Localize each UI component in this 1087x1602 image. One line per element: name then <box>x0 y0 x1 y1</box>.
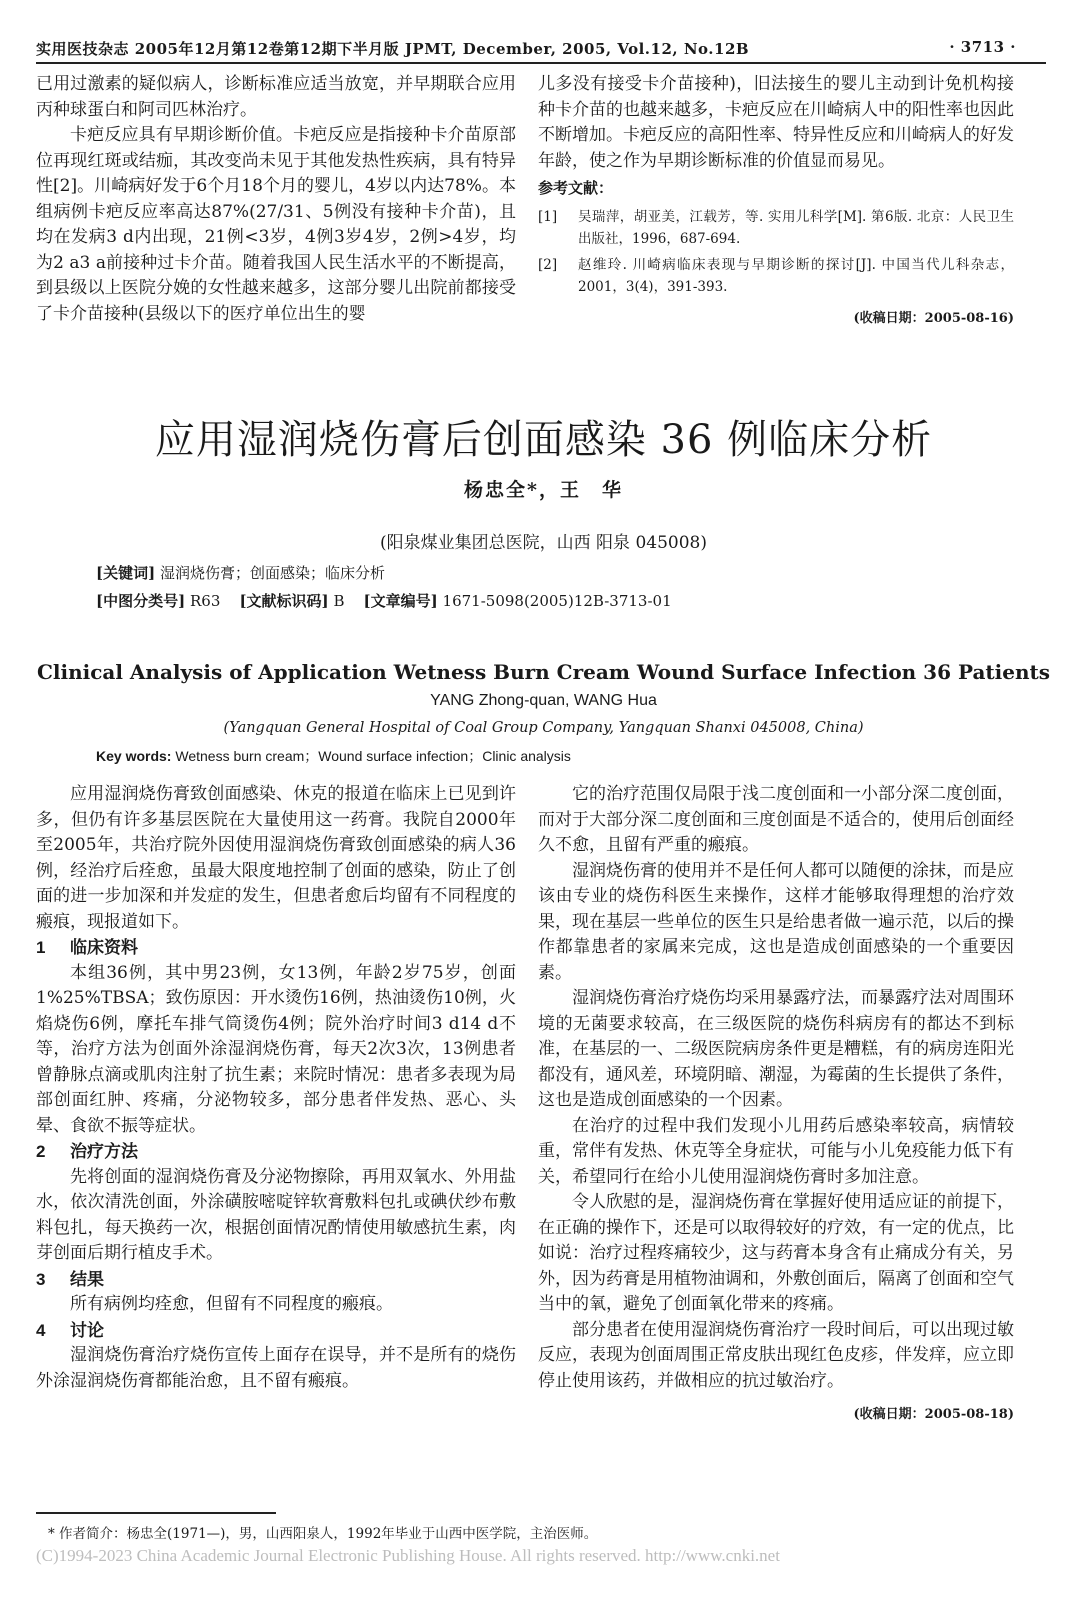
section-paragraph: 本组36例，其中男23例，女13例，年龄2岁75岁，创面1%25%TBSA；致伤原因：开水烫伤16例，热油烫伤10例，火焰烧伤6例，摩托车排气筒烫伤4例；院外治疗时间3 d14 d不等，治疗方法为创面外涂湿润烧伤膏，每天2次3次，13例患者曾静脉点滴或肌肉注射了抗生素；来院时情况：患者多表现为局部创面红肿、疼痛，分泌物较多，部分患者伴发热、恶心、头晕、食欲不振等症状。 <box>36 962 516 1136</box>
section-paragraph: 先将创面的湿润烧伤膏及分泌物擦除，再用双氧水、外用盐水，依次清洗创面，外涂磺胺嘧啶锌软膏敷料包扎或碘伏纱布敷料包扎，每天换药一次，根据创面情况酌情使用敏感抗生素，肉芽创面后期行植皮手术。 <box>36 1166 516 1263</box>
author-footnote: * 作者简介：杨忠全(1971—)，男，山西阳泉人，1992年毕业于山西中医学院，主治医师。 <box>48 1526 598 1542</box>
section-heading: 2 治疗方法 <box>36 1142 138 1161</box>
article-left-column <box>36 782 516 1394</box>
prev-article-left-column <box>36 72 516 327</box>
keywords-label: [关键词] <box>96 564 156 582</box>
section-heading: 3 结果 <box>36 1269 104 1289</box>
prev-paragraph: 儿多没有接受卡介苗接种)，旧法接生的婴儿主动到计免机构接种卡介苗的也越来越多，卡疤反应在川崎病人中的阳性率也因此不断增加。卡疤反应的高阳性率、特异性反应和川崎病人的好发年龄，使之作为早期诊断标准的价值显而易见。 <box>538 74 1014 171</box>
discussion-paragraph: 令人欣慰的是，湿润烧伤膏在掌握好使用适应证的前提下，在正确的操作下，还是可以取得较好的疗效，有一定的优点，比如说：治疗过程疼痛较少，这与药膏本身含有止痛成分有关，另外，因为药膏是用植物油调和，外敷创面后，隔离了创面和空气当中的氧，避免了创面氧化带来的疼痛。 <box>538 1192 1014 1314</box>
discussion-paragraph: 湿润烧伤膏的使用并不是任何人都可以随便的涂抹，而是应该由专业的烧伤科医生来操作，这样才能够取得理想的治疗效果，现在基层一些单位的医生只是给患者做一遍示范，以后的操作都靠患者的家属来完成，这也是造成创面感染的一个重要因素。 <box>538 860 1014 983</box>
running-header <box>36 38 1046 64</box>
discussion-paragraph: 湿润烧伤膏治疗烧伤均采用暴露疗法，而暴露疗法对周围环境的无菌要求较高，在三级医院的烧伤科病房有的都达不到标准，在基层的一、二级医院病房条件更是糟糕，有的病房连阳光都没有，通风差，环境阴暗、潮湿，为霉菌的生长提供了条件，这也是造成创面感染的一个因素。 <box>538 988 1014 1110</box>
reference-text: 吴瑞萍，胡亚美，江载芳，等. 实用儿科学[M]. 第6版. 北京：人民卫生出版社，1996，687-694. <box>578 208 1014 247</box>
doc-code-value: B <box>333 592 345 610</box>
footnote-rule <box>36 1512 276 1514</box>
reference-number: [1] <box>538 208 558 225</box>
discussion-paragraph: 它的治疗范围仅局限于浅二度创面和一小部分深二度创面，而对于大部分深二度创面和三度创面是不适合的，使用后创面经久不愈，且留有严重的瘢痕。 <box>538 784 1014 855</box>
english-affiliation: (Yangquan General Hospital of Coal Group Company, Yangquan Shanxi 045008, China) <box>223 720 864 736</box>
page-number: · 3713 · <box>949 38 1016 56</box>
reference-item <box>538 254 1014 298</box>
prev-paragraph: 已用过激素的疑似病人，诊断标准应适当放宽，并早期联合应用丙种球蛋白和阿司匹林治疗。 <box>36 74 516 120</box>
classification-line <box>96 590 672 611</box>
discussion-paragraph: 部分患者在使用湿润烧伤膏治疗一段时间后，可以出现过敏反应，表现为创面周围正常皮肤出现红色皮疹，伴发痒，应立即停止使用该药，并做相应的抗过敏治疗。 <box>538 1319 1014 1391</box>
classification-label: [中图分类号] <box>96 592 186 610</box>
prev-article-right-column <box>538 72 1014 331</box>
reference-item <box>538 206 1014 250</box>
discussion-paragraph: 在治疗的过程中我们发现小儿用药后感染率较高，病情较重，常伴有发热、休克等全身症状，可能与小儿免疫能力低下有关，希望同行在给小儿使用湿润烧伤膏时多加注意。 <box>538 1115 1014 1187</box>
english-keywords <box>96 746 571 766</box>
classification-value: R63 <box>189 592 221 610</box>
english-keywords-label: Key words: <box>96 748 172 764</box>
prev-paragraph: 卡疤反应具有早期诊断价值。卡疤反应是指接种卡介苗原部位再现红斑或结痂，其改变尚未见于其他发热性疾病，具有特异性[2]。川崎病好发于6个月18个月的婴儿，4岁以内达78%。本组病例卡疤反应率高达87%(27/31、5例没有接种卡介苗)，且均在发病3 d内出现，21例<3岁，4例3岁4岁，2例>4岁，均为2 a3 a前接种过卡介苗。随着我国人民生活水平的不断提高，到县级以上医院分娩的女性越来越多，这部分婴儿出院前都接受了卡介苗接种(县级以下的医疗单位出生的婴 <box>36 125 516 324</box>
article-title: 应用湿润烧伤膏后创面感染 36 例临床分析 <box>154 417 933 463</box>
journal-citation: 实用医技杂志 2005年12月第12卷第12期下半月版 JPMT, December, 2005, Vol.12, No.12B <box>36 40 750 58</box>
section-paragraph: 所有病例均痊愈，但留有不同程度的瘢痕。 <box>70 1294 393 1314</box>
article-id-value: 1671-5098(2005)12B-3713-01 <box>442 592 672 610</box>
english-authors: YANG Zhong-quan, WANG Hua <box>430 692 657 709</box>
references-heading: 参考文献： <box>538 179 614 197</box>
section-paragraph: 湿润烧伤膏治疗烧伤宣传上面存在误导，并不是所有的烧伤外涂湿润烧伤膏都能治愈，且不留有瘢痕。 <box>36 1345 516 1391</box>
intro-paragraph: 应用湿润烧伤膏致创面感染、休克的报道在临床上已见到许多，但仍有许多基层医院在大量使用这一药膏。我院自2000年至2005年，共治疗院外因使用湿润烧伤膏致创面感染的病人36例，经治疗后痊愈，虽最大限度地控制了创面的感染，防止了创面的进一步加深和并发症的发生，但患者愈后均留有不同程度的瘢痕，现报道如下。 <box>36 784 516 932</box>
english-keywords-value: Wetness burn cream；Wound surface infection；Clinic analysis <box>175 748 571 764</box>
section-heading: 4 讨论 <box>36 1320 104 1340</box>
article-affiliation: (阳泉煤业集团总医院，山西 阳泉 045008) <box>380 533 707 553</box>
copyright-notice: (C)1994-2023 China Academic Journal Electronic Publishing House. All rights reserved. http://www.cnki.net <box>36 1546 780 1565</box>
reference-number: [2] <box>538 256 558 273</box>
article-right-column <box>538 782 1014 1428</box>
article-authors: 杨忠全*，王 华 <box>464 479 623 501</box>
keywords-line <box>96 562 385 583</box>
doc-code-label: [文献标识码] <box>239 592 329 610</box>
received-date: (收稿日期：2005-08-16) <box>853 310 1014 326</box>
reference-text: 赵维玲. 川崎病临床表现与早期诊断的探讨[J]. 中国当代儿科杂志，2001，3(4)，391-393. <box>578 256 1014 295</box>
article-id-label: [文章编号] <box>363 592 438 610</box>
section-heading: 1 临床资料 <box>36 938 138 957</box>
english-title: Clinical Analysis of Application Wetness Burn Cream Wound Surface Infection 36 Patients <box>36 660 1051 684</box>
received-date: (收稿日期：2005-08-18) <box>853 1407 1014 1422</box>
keywords-value: 湿润烧伤膏；创面感染；临床分析 <box>159 564 385 582</box>
